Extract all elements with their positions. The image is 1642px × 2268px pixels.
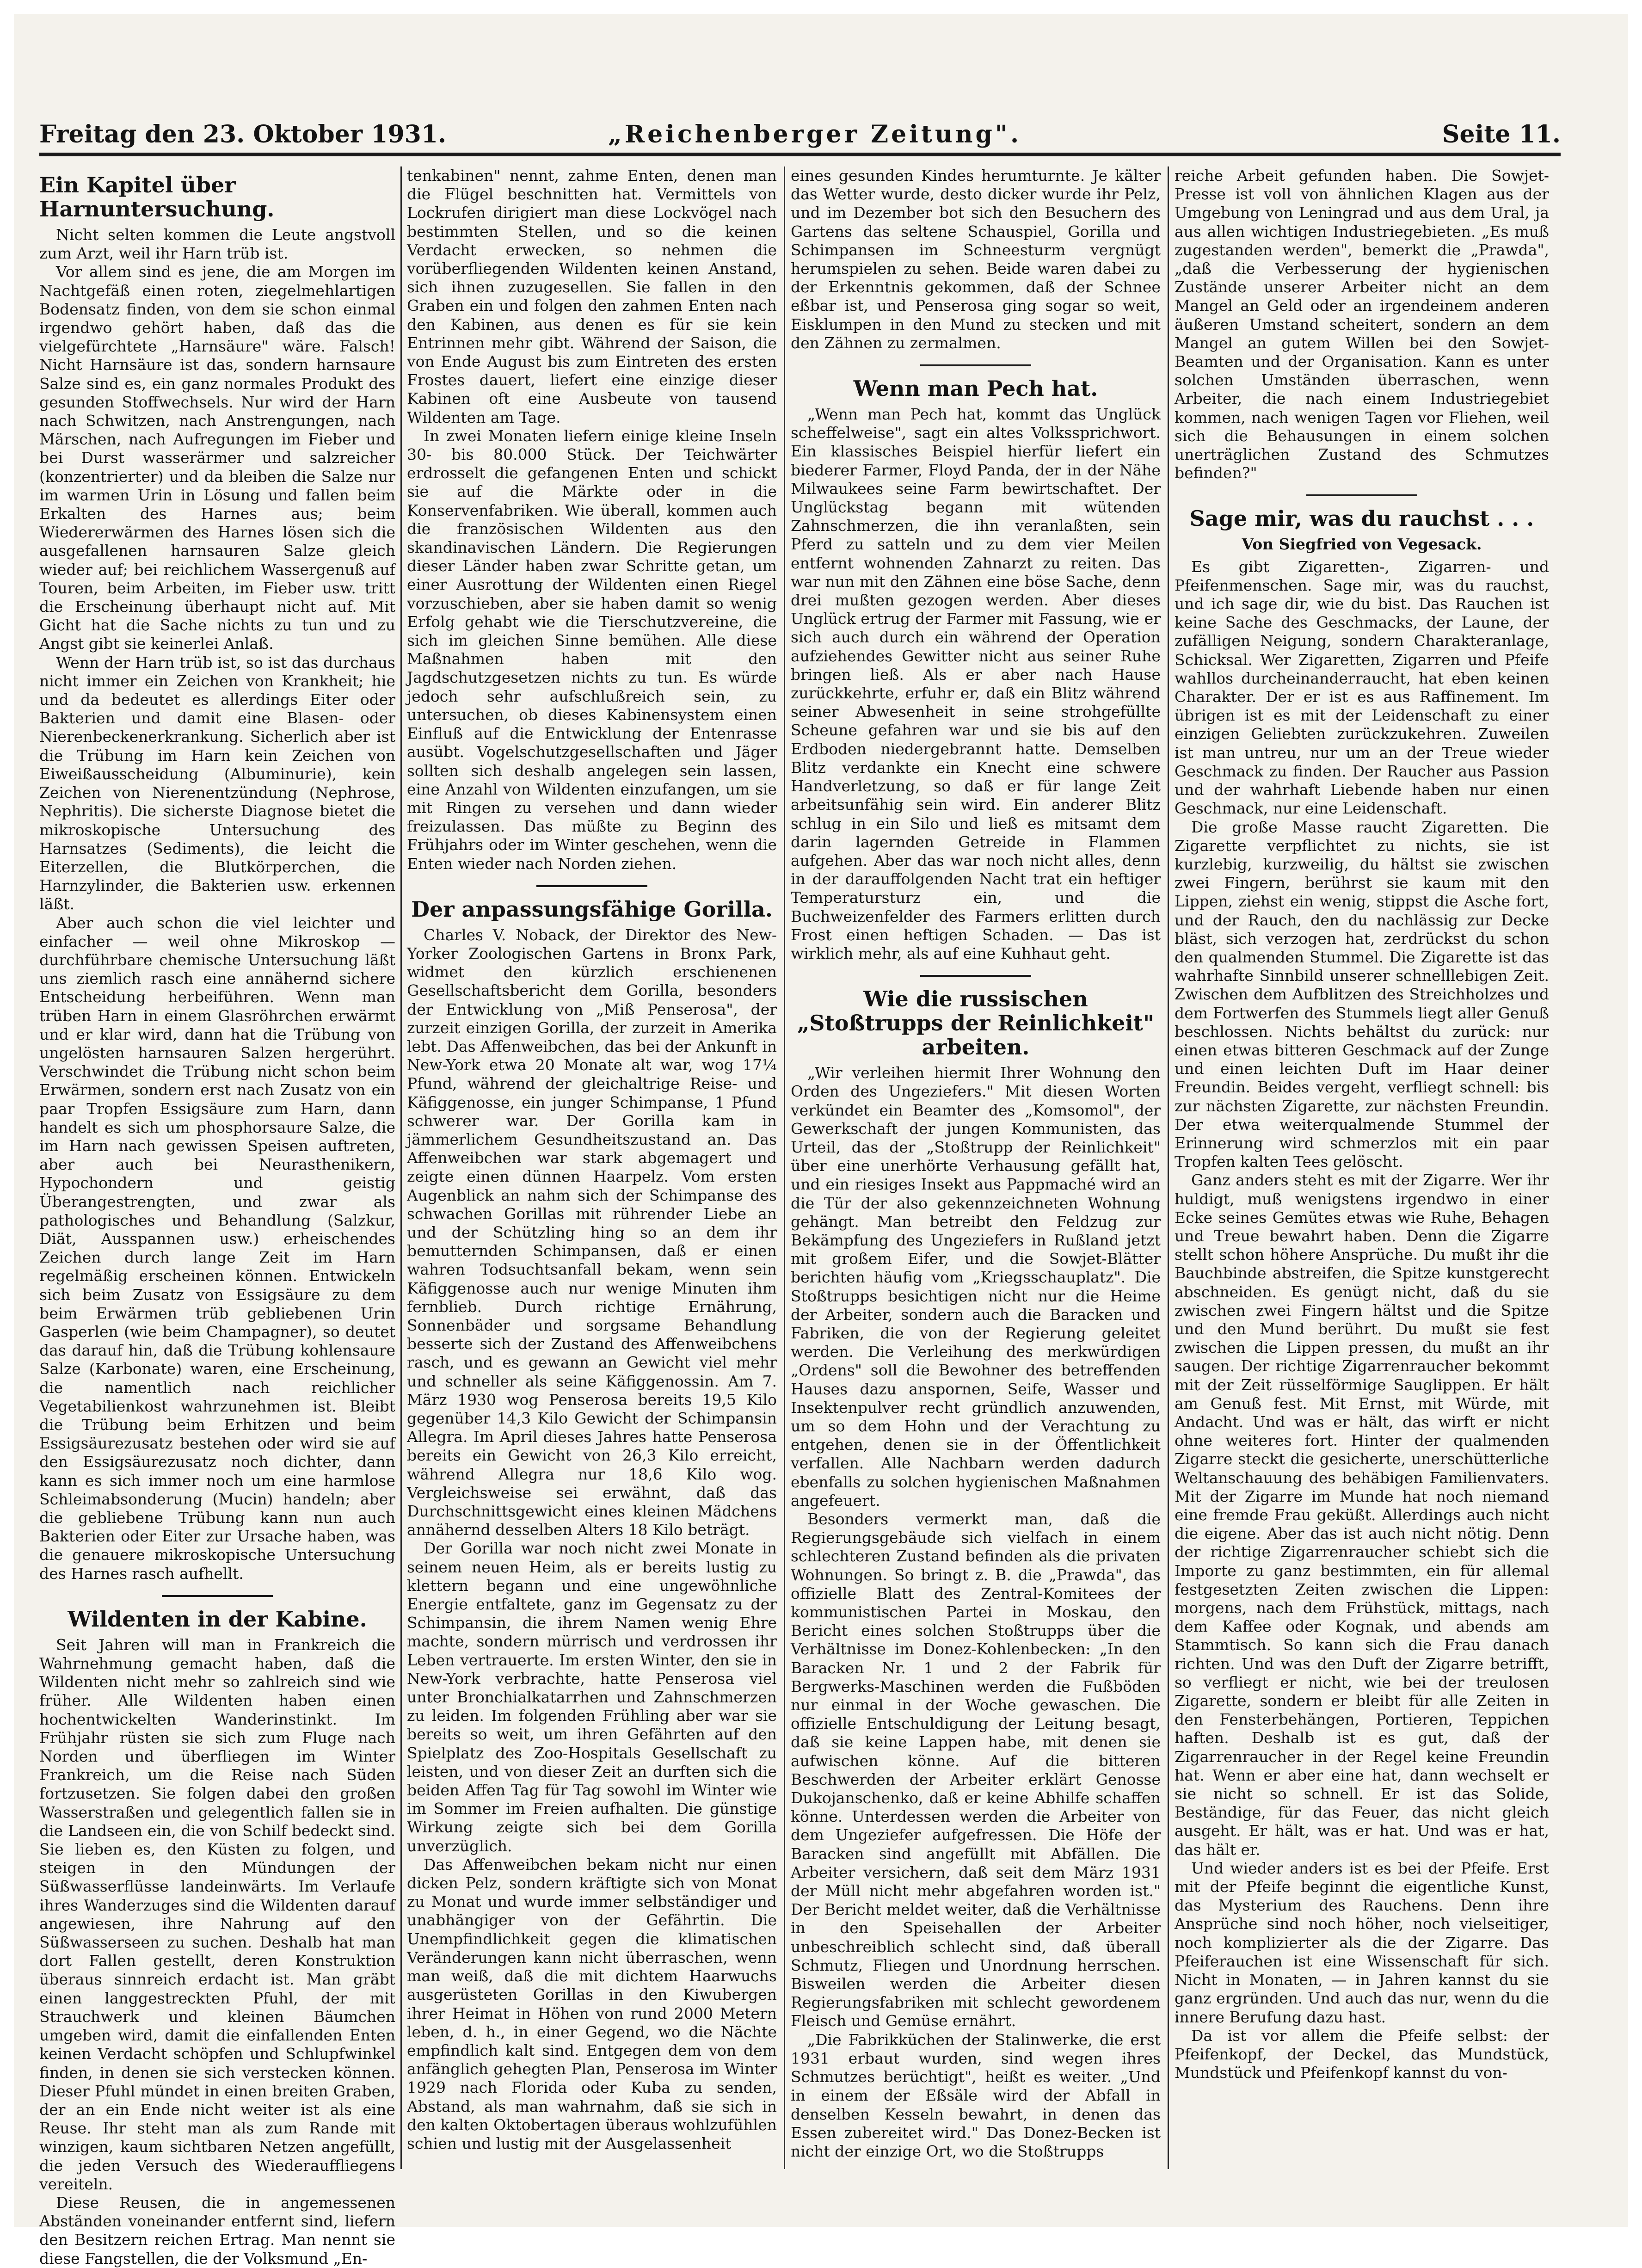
- paragraph: „Wir verleihen hiermit Ihrer Wohnung den Orden des Ungeziefers." Mit diesen Worten verkündet ein Beamter des „Komsomol", der Gewerkschaft der jungen Kommunisten, das Urteil, das der „Stoßtrupp der Reinlichkeit" über eine unerhörte Verhausung gefällt hat, und ein riesiges Insekt aus Pappmaché wird an die Tür der also gekennzeichneten Wohnung gehängt. Man betreibt den Feldzug zur Bekämpfung des Ungeziefers in Rußland jetzt mit großem Eifer, und die Sowjet-Blätter berichten häufig vom „Kriegsschauplatz". Die Stoßtrupps besichtigen nicht nur die Heime der Arbeiter, sondern auch die Baracken und Fabriken, die von der Regierung geleitet werden. Die Verleihung des merkwürdigen „Ordens" soll die Bewohner des betreffenden Hauses dazu anspornen, Seife, Wasser und Insektenpulver recht gründlich anzuwenden, um so dem Hohn und der Verachtung zu entgehen, denen sie in der Öffentlichkeit verfallen. Alle Nachbarn werden dadurch ebenfalls zu solchen hygienischen Maßnahmen angefeuert.: [791, 1064, 1161, 1510]
- article-separator: [1306, 494, 1417, 496]
- article-title-pech: Wenn man Pech hat.: [853, 376, 1098, 401]
- article-separator: [536, 885, 647, 887]
- column-divider: [1168, 166, 1169, 2169]
- paragraph: Und wieder anders ist es bei der Pfeife. Erst mit der Pfeife beginnt die eigentliche Kunst, das Mysterium des Rauchens. Denn ihre Ansprüche sind noch höher, noch vielseitiger, noch komplizierter als die der Zigarre. Das Pfeiferauchen ist eine Wissenschaft für sich. Nicht in Monaten, — in Jahren kannst du sie ganz ergründen. Und auch das nur, wenn du die innere Berufung dazu hast.: [1175, 1859, 1549, 2026]
- article-separator: [162, 1595, 273, 1597]
- header-rule: [39, 153, 1561, 156]
- page-header: [39, 120, 1561, 153]
- paragraph: Es gibt Zigaretten-, Zigarren- und Pfeifenmenschen. Sage mir, was du rauchst, und ich sage dir, wie du bist. Das Rauchen ist keine Sache des Geschmacks, der Laune, der zufälligen Neigung, sondern Charakteranlage, Schicksal. Wer Zigaretten, Zigarren und Pfeife wahllos durcheinanderraucht, hat eben keinen Charakter. Der er ist es aus Raffinement. Im übrigen ist es mit der Leidenschaft zu einer einzigen Geliebten zurückzukehren. Zuweilen ist man untreu, nur um an der Treue wieder Geschmack zu finden. Der Raucher aus Passion und der wahrhaft Liebende haben nur einen Geschmack, nur eine Leidenschaft.: [1175, 557, 1549, 818]
- paragraph: Das Affenweibchen bekam nicht nur einen dicken Pelz, sondern kräftigte sich von Monat zu Monat und wurde immer selbständiger und unabhängiger von der Gefährtin. Die Unempfindlichkeit gegen die klimatischen Veränderungen kann nicht überraschen, wenn man weiß, daß die mit dichtem Haarwuchs ausgerüsteten Gorillas in den Kiwubergen ihrer Heimat in Höhen von rund 2000 Metern leben, d. h., in einer Gegend, wo die Nächte empfindlich kalt sind. Entgegen dem von dem anfänglich gehegten Plan, Penserosa im Winter 1929 nach Florida oder Kuba zu senden, Abstand, als man wahrnahm, daß sie sich in den kalten Oktobertagen überaus wohlzufühlen schien und lustig mit der Ausgelassenheit: [407, 1855, 777, 2152]
- paragraph: Wenn der Harn trüb ist, so ist das durchaus nicht immer ein Zeichen von Krankheit; hie und da bedeutet es allerdings Eiter oder Bakterien und damit eine Blasen- oder Nierenbeckenerkrankung. Sicherlich aber ist die Trübung im Harn kein Zeichen von Eiweißausscheidung (Albuminurie), kein Zeichen von Nierenentzündung (Nephrose, Nephritis). Die sicherste Diagnose bietet die mikroskopische Untersuchung des Harnsatzes (Sediments), die leicht die Eiterzellen, die Blutkörperchen, die Harnzylinder, die Bakterien usw. erkennen läßt.: [39, 653, 395, 913]
- paragraph: Ganz anders steht es mit der Zigarre. Wer ihr huldigt, muß wenigstens irgendwo in einer Ecke seines Gemütes etwas wie Ruhe, Behagen und Treue bewahrt haben. Denn die Zigarre stellt schon höhere Ansprüche. Du mußt ihr die Bauchbinde abstreifen, die Spitze kunstgerecht abschneiden. Es genügt nicht, daß du sie zwischen zwei Fingern hältst und die Spitze und den Mund berührt. Du mußt sie fest zwischen die Lippen pressen, du mußt an ihr saugen. Der richtige Zigarrenraucher bekommt mit der Zeit rüsselförmige Sauglippen. Er hält am Genuß fest. Mit Ernst, mit Würde, mit Andacht. Und was er hält, das wirft er nicht ohne weiteres fort. Hinter der qualmenden Zigarre steckt die gesicherte, unerschütterliche Weltanschauung des behäbigen Familienvaters. Mit der Zigarre im Munde hat noch niemand eine fremde Frau geküßt. Allerdings auch nicht die eigene. Aber das ist auch nicht nötig. Denn der richtige Zigarrenraucher schiebt sich die Importe zu ganz bestimmten, ein für allemal festgesetzten Zeiten zwischen die Lippen: morgens, nach dem Frühstück, mittags, nach dem Kaffee oder Kognak, und abends am Stammtisch. So kann sich die Frau danach richten. Und was den Duft der Zigarre betrifft, so verfliegt er nicht, wie bei der treulosen Zigarette, sondern er bleibt für alle Zeiten in den Fensterbehängen, Portieren, Teppichen haften. Deshalb ist es gut, daß der Zigarrenraucher in der Regel keine Freundin hat. Wenn er aber eine hat, dann wechselt er sie nicht so schnell. Er ist das Solide, Beständige, für das Feuer, das nicht gleich ausgeht. Er hält, was er hat. Und was er hat, das hält er.: [1175, 1171, 1549, 1859]
- paragraph: Diese Reusen, die in angemessenen Abständen voneinander entfernt sind, liefern den Besitzern reichen Ertrag. Man nennt sie diese Fangstellen, die der Volksmund „En-: [39, 2193, 395, 2268]
- article-separator: [920, 975, 1031, 977]
- article-title-wildenten: Wildenten in der Kabine.: [68, 1606, 367, 1632]
- paragraph: „Die Fabrikküchen der Stalinwerke, die erst 1931 erbaut wurden, sind wegen ihres Schmutzes berüchtigt", heißt es weiter. „Und in einem der Eßsäle wird der Abfall in denselben Kesseln bewahrt, in denen das Essen zubereitet wird." Das Donez-Becken ist nicht der einzige Ort, wo die Stoßtrupps: [791, 2030, 1161, 2160]
- article-separator: [920, 364, 1031, 366]
- column-4: [1175, 166, 1549, 2211]
- paragraph: Der Gorilla war noch nicht zwei Monate in seinem neuen Heim, als er bereits lustig zu klettern begann und eine ungewöhnliche Energie entfaltete, ganz im Gegensatz zu der Schimpansin, die ihrem Namen wenig Ehre machte, sondern mürrisch und verdrossen ihr Leben vertrauerte. Im ersten Winter, den sie in New-York verbrachte, hatte Penserosa viel unter Bronchialkatarrhen und Zahnschmerzen zu leiden. Im folgenden Frühling aber war sie bereits so weit, um ihren Gefährten auf den Spielplatz des Zoo-Hospitals Gesellschaft zu leisten, und von dieser Zeit an durften sich die beiden Affen Tag für Tag sowohl im Winter wie im Sommer im Freien aufhalten. Die günstige Wirkung zeigte sich bei dem Gorilla unverzüglich.: [407, 1539, 777, 1855]
- header-date: Freitag den 23. Oktober 1931.: [39, 120, 447, 148]
- column-divider: [400, 166, 402, 2169]
- article-byline: Von Siegfried von Vegesack.: [1242, 535, 1482, 554]
- paragraph: reiche Arbeit gefunden haben. Die Sowjet-Presse ist voll von ähnlichen Klagen aus der Umgebung von Leningrad und aus dem Ural, ja aus allen wichtigen Industriegebieten. „Es muß zugestanden werden", bemerkt die „Prawda", „daß die Verbesserung der hygienischen Zustände unserer Arbeiter nicht an dem Mangel an Geld oder an irgendeinem anderen äußeren Umstand scheitert, sondern an dem Mangel an gutem Willen bei den Sowjet-Beamten und der Organisation. Kann es unter solchen Umständen überraschen, wenn Arbeiter, die nach einem Industriegebiet kommen, nach wenigen Tagen vor Fliehen, weil sich die Behausungen in einem solchen unerträglichen Zustand des Schmutzes befinden?": [1175, 166, 1549, 482]
- newspaper-page: [14, 14, 1628, 2268]
- article-title-gorilla: Der anpassungsfähige Gorilla.: [411, 896, 773, 922]
- paragraph: Besonders vermerkt man, daß die Regierungsgebäude sich vielfach in einem schlechteren Zustand befinden als die privaten Wohnungen. So bringt z. B. die „Prawda", das offizielle Blatt des Zentral-Komitees der kommunistischen Partei in Moskau, den Bericht eines solchen Stoßtrupps über die Verhältnisse im Donez-Kohlenbecken: „In den Baracken Nr. 1 und 2 der Fabrik für Bergwerks-Maschinen werden die Fußböden nur einmal in der Woche gewaschen. Die offizielle Entschuldigung der Leitung besagt, daß sie keine Lappen habe, mit denen sie aufwischen könne. Auf die bitteren Beschwerden der Arbeiter erklärt Genosse Dukojanschenko, daß er keine Abhilfe schaffen könne. Unterdessen werden die Arbeiter von dem Ungeziefer aufgefressen. Die Höfe der Baracken sind angefüllt mit Abfällen. Die Arbeiter versichern, daß seit dem März 1931 der Müll nicht mehr abgefahren worden ist." Der Bericht meldet weiter, daß die Verhältnisse in den Speisehallen der Arbeiter unbeschreiblich schlecht sind, daß überall Schmutz, Fliegen und Unordnung herrschen. Bisweilen werden die Arbeiter diesen Regierungsfabriken mit schlecht gewordenem Fleisch und Gemüse ernährt.: [791, 1510, 1161, 2030]
- paragraph: Vor allem sind es jene, die am Morgen im Nachtgefäß einen roten, ziegelmehlartigen Bodensatz finden, von dem sie schon einmal irgendwo gehört haben, daß das die vielgefürchtete „Harnsäure" wäre. Falsch! Nicht Harnsäure ist das, sondern harnsaure Salze sind es, ein ganz normales Produkt des gesunden Stoffwechsels. Nur wird der Harn nach Schwitzen, nach Anstrengungen, nach Märschen, nach Aufregungen im Fieber und bei Durst wasserärmer und salzreicher (konzentrierter) und da bleiben die Salze nur im warmen Urin in Lösung und fallen beim Erkalten des Harnes aus; beim Wiedererwärmen des Harnes lösen sich die ausgefallenen harnsauren Salze gleich wieder auf; bei reichlichem Wassergenuß auf Touren, beim Arbeiten, im Fieber usw. tritt die Erscheinung überhaupt nicht auf. Mit Gicht hat die Sache nichts zu tun und zu Angst gibt sie keinerlei Anlaß.: [39, 263, 395, 653]
- column-1: [39, 166, 395, 2268]
- article-title-harnuntersuchung: Ein Kapitel über Harnuntersuchung.: [39, 173, 275, 222]
- header-page-number: Seite 11.: [1442, 120, 1561, 148]
- paragraph: In zwei Monaten liefern einige kleine Inseln 30- bis 80.000 Stück. Der Teichwärter erdrosselt die gefangenen Enten und schickt sie auf die Märkte oder in die Konservenfabriken. Wie überall, kommen auch die französischen Wildenten aus den skandinavischen Ländern. Die Regierungen dieser Länder haben zwar Schritte getan, um einer Ausrottung der Wildenten einen Riegel vorzuschieben, aber sie haben damit so wenig Erfolg gehabt wie die Tierschutzvereine, die sich im gleichen Sinne bemühen. Alle diese Maßnahmen haben mit den Jagdschutzgesetzen nichts zu tun. Es würde jedoch sehr aufschlußreich sein, zu untersuchen, ob dieses Kabinensystem einen Einfluß auf die Entwicklung der Entenrasse ausübt. Vogelschutzgesellschaften und Jäger sollten sich deshalb angelegen sein lassen, eine Anzahl von Wildenten einzufangen, um sie mit Ringen zu versehen und dann wieder freizulassen. Das müßte zu Beginn des Frühjahrs oder im Winter geschehen, wenn die Enten wieder nach Norden ziehen.: [407, 426, 777, 873]
- paragraph: tenkabinen" nennt, zahme Enten, denen man die Flügel beschnitten hat. Vermittels von Lockrufen dirigiert man diese Lockvögel nach bestimmten Stellen, und so die keinen Verdacht erwecken, so nehmen die vorüberfliegenden Wildenten keinen Anstand, sich ihnen zuzugesellen. Sie fallen in den Graben ein und folgen den zahmen Enten nach den Kabinen, aus denen es für sie kein Entrinnen mehr gibt. Während der Saison, die von Ende August bis zum Eintreten des ersten Frostes dauert, liefert eine einzige dieser Kabinen oft eine Ausbeute von tausend Wildenten am Tage.: [407, 166, 777, 426]
- column-divider: [784, 166, 785, 2169]
- paragraph: Die große Masse raucht Zigaretten. Die Zigarette verpflichtet zu nichts, sie ist kurzlebig, kurzweilig, du hältst sie zwischen zwei Fingern, berührst sie kaum mit den Lippen, ziehst ein wenig, stippst die Asche fort, und der Rauch, den du nachlässig zur Decke bläst, sich verzogen hat, zerdrückst du schon den qualmenden Stummel. Die Zigarette ist das wahrhafte Sinnbild unserer schnelllebigen Zeit. Zwischen dem Aufblitzen des Streichholzes und dem Fortwerfen des Stummels liegt aller Genuß beschlossen. Nichts behältst du zurück: nur einen etwas bitteren Geschmack auf der Zunge und einen leichten Duft im Haar deiner Freundin. Beides vergeht, verfliegt schnell: bis zur nächsten Zigarette, zur nächsten Freundin. Der etwa weiterqualmende Stummel der Erinnerung wird schmerzlos mit ein paar Tropfen kalten Tees gelöscht.: [1175, 818, 1549, 1171]
- paragraph: „Wenn man Pech hat, kommt das Unglück scheffelweise", sagt ein altes Volkssprichwort. Ein klassisches Beispiel hierfür liefert ein biederer Farmer, Floyd Panda, der in der Nähe Milwaukees seine Farm bewirtschaftet. Der Unglückstag begann mit wütenden Zahnschmerzen, die ihn veranlaßten, sein Pferd zu satteln und zu dem vier Meilen entfernt wohnenden Zahnarzt zu reiten. Das war nun mit den Zähnen eine böse Sache, denn drei mußten gezogen werden. Aber dieses Unglück ertrug der Farmer mit Fassung, wie er sich auch durch ein während der Operation aufziehendes Gewitter nicht aus seiner Ruhe bringen ließ. Als er aber nach Hause zurückkehrte, erfuhr er, daß ein Blitz während seiner Abwesenheit in seine strohgefüllte Scheune gefahren war und sie bis auf den Erdboden niedergebrannt hatte. Demselben Blitz verdankte ein Knecht eine schwere Handverletzung, so daß er für lange Zeit arbeitsunfähig sein wird. Ein anderer Blitz schlug in ein Silo und ließ es mitsamt dem darin lagernden Getreide in Flammen aufgehen. Aber das war noch nicht alles, denn in der darauffolgenden Nacht trat ein heftiger Temperatursturz ein, und die Buchweizenfelder des Farmers erlitten durch Frost einen heftigen Schaden. — Das ist wirklich mehr, als auf eine Kuhhaut geht.: [791, 405, 1161, 962]
- paragraph: Da ist vor allem die Pfeife selbst: der Pfeifenkopf, der Deckel, das Mundstück, Mundstück und Pfeifenkopf kannst du von-: [1175, 2026, 1549, 2082]
- article-title-rauchst: Sage mir, was du rauchst . . .: [1189, 506, 1534, 531]
- header-newspaper-title: „Reichenberger Zeitung".: [608, 120, 1022, 148]
- paragraph: Aber auch schon die viel leichter und einfacher — weil ohne Mikroskop — durchführbare chemische Untersuchung läßt uns ziemlich rasch eine annähernd sichere Entscheidung herbeiführen. Wenn man trüben Harn in einem Glasröhrchen erwärmt und er klar wird, dann hat die Trübung von ungelösten harnsauren Salzen hergerührt. Verschwindet die Trübung nicht schon beim Erwärmen, sondern erst nach Zusatz von ein paar Tropfen Essigsäure zum Harn, dann handelt es sich um phosphorsaure Salze, die im Harn nach gewissen Speisen auftreten, aber auch bei Neurasthenikern, Hypochondern und geistig Überangestrengten, und zwar als pathologisches und Behandlung (Salzkur, Diät, Ausspannen usw.) erheischendes Zeichen durch lange Zeit im Harn regelmäßig erscheinen können. Entwickeln sich beim Zusatz von Essigsäure zu dem beim Erwärmen trüb gebliebenen Urin Gasperlen (wie beim Champagner), so deutet das darauf hin, daß die Trübung kohlensaure Salze (Karbonate) waren, eine Erscheinung, die namentlich nach reichlicher Vegetabilienkost wahrzunehmen ist. Bleibt die Trübung beim Erhitzen und beim Essigsäurezusatz bestehen oder wird sie auf den Essigsäurezusatz noch dichter, dann kann es sich immer noch um eine harmlose Schleimabsonderung (Mucin) handeln; aber die gebliebene Trübung kann nun auch Bakterien oder Eiter zur Ursache haben, was die genauere mikroskopische Untersuchung des Harnes rasch aufhellt.: [39, 913, 395, 1583]
- paragraph: eines gesunden Kindes herumturnte. Je kälter das Wetter wurde, desto dicker wurde ihr Pelz, und im Dezember bot sich den Besuchern des Gartens das seltene Schauspiel, Gorilla und Schimpansen im Schneesturm vergnügt herumspielen zu sehen. Beide waren dabei zu der Erkenntnis gekommen, daß der Schnee eßbar ist, und Penserosa ging sogar so weit, Eisklumpen in den Mund zu stecken und mit den Zähnen zu zermalmen.: [791, 166, 1161, 352]
- paragraph: Nicht selten kommen die Leute angstvoll zum Arzt, weil ihr Harn trüb ist.: [39, 226, 395, 263]
- column-2: [407, 166, 777, 2211]
- paragraph: Charles V. Noback, der Direktor des New-Yorker Zoologischen Gartens in Bronx Park, widmet den kürzlich erschienenen Gesellschaftsbericht dem Gorilla, besonders der Entwicklung von „Miß Penserosa", der zurzeit einzigen Gorilla, der zurzeit in Amerika lebt. Das Affenweibchen, das bei der Ankunft in New-York etwa 20 Monate alt war, wog 17¼ Pfund, während der gleichaltrige Reise- und Käfiggenosse, ein junger Schimpanse, 1 Pfund schwerer war. Der Gorilla kam in jämmerlichem Gesundheitszustand an. Das Affenweibchen war stark abgemagert und zeigte einen dünnen Haarpelz. Vom ersten Augenblick an nahm sich der Schimpanse des schwachen Gorillas mit rührender Liebe an und der Schützling hing so an dem ihr bemutternden Schimpansen, daß er einen wahren Todsuchtsanfall bekam, wenn sein Käfiggenosse auch nur wenige Minuten ihm fernblieb. Durch richtige Ernährung, Sonnenbäder und sorgsame Behandlung besserte sich der Zustand des Affenweibchens rasch, und es gewann an Gewicht viel mehr und schneller als seine Käfiggenossin. Am 7. März 1930 wog Penserosa bereits 19,5 Kilo gegenüber 14,3 Kilo Gewicht der Schimpansin Allegra. Im April dieses Jahres hatte Penserosa bereits ein Gewicht von 26,3 Kilo erreicht, während Allegra nur 18,6 Kilo wog. Vergleichsweise sei erwähnt, daß das Durchschnittsgewicht eines kleinen Mädchens annähernd desselben Alters 18 Kilo beträgt.: [407, 925, 777, 1539]
- column-3: [791, 166, 1161, 2211]
- paragraph: Seit Jahren will man in Frankreich die Wahrnehmung gemacht haben, daß die Wildenten nicht mehr so zahlreich sind wie früher. Alle Wildenten haben einen hochentwickelten Wanderinstinkt. Im Frühjahr rüsten sie sich zum Fluge nach Norden und überfliegen im Winter Frankreich, um die Reise nach Süden fortzusetzen. Sie folgen dabei den großen Wasserstraßen und gelegentlich fallen sie in die Landseen ein, die von Schilf bedeckt sind. Sie lieben es, den Küsten zu folgen, und steigen in den Mündungen der Süßwasserflüsse landeinwärts. Im Verlaufe ihres Wanderzuges sind die Wildenten darauf angewiesen, ihre Nahrung auf den Süßwasserseen zu suchen. Deshalb hat man dort Fallen gestellt, deren Konstruktion überaus sinnreich erdacht ist. Man gräbt einen langgestreckten Pfuhl, der mit Strauchwerk und kleinen Bäumchen umgeben wird, damit die einfallenden Enten keinen Verdacht schöpfen und Schlupfwinkel finden, in denen sie sich verstecken können. Dieser Pfuhl mündet in einen breiten Graben, der an ein Ende nicht weiter ist als eine Reuse. Ihr steht man als zum Rande mit winzigen, kaum sichtbaren Netzen angefüllt, die jeden Versuch des Wiederauffliegens vereiteln.: [39, 1635, 395, 2193]
- article-title-stosstrupps: Wie die russischen „Stoßtrupps der Reinlichkeit" arbeiten.: [797, 986, 1155, 1060]
